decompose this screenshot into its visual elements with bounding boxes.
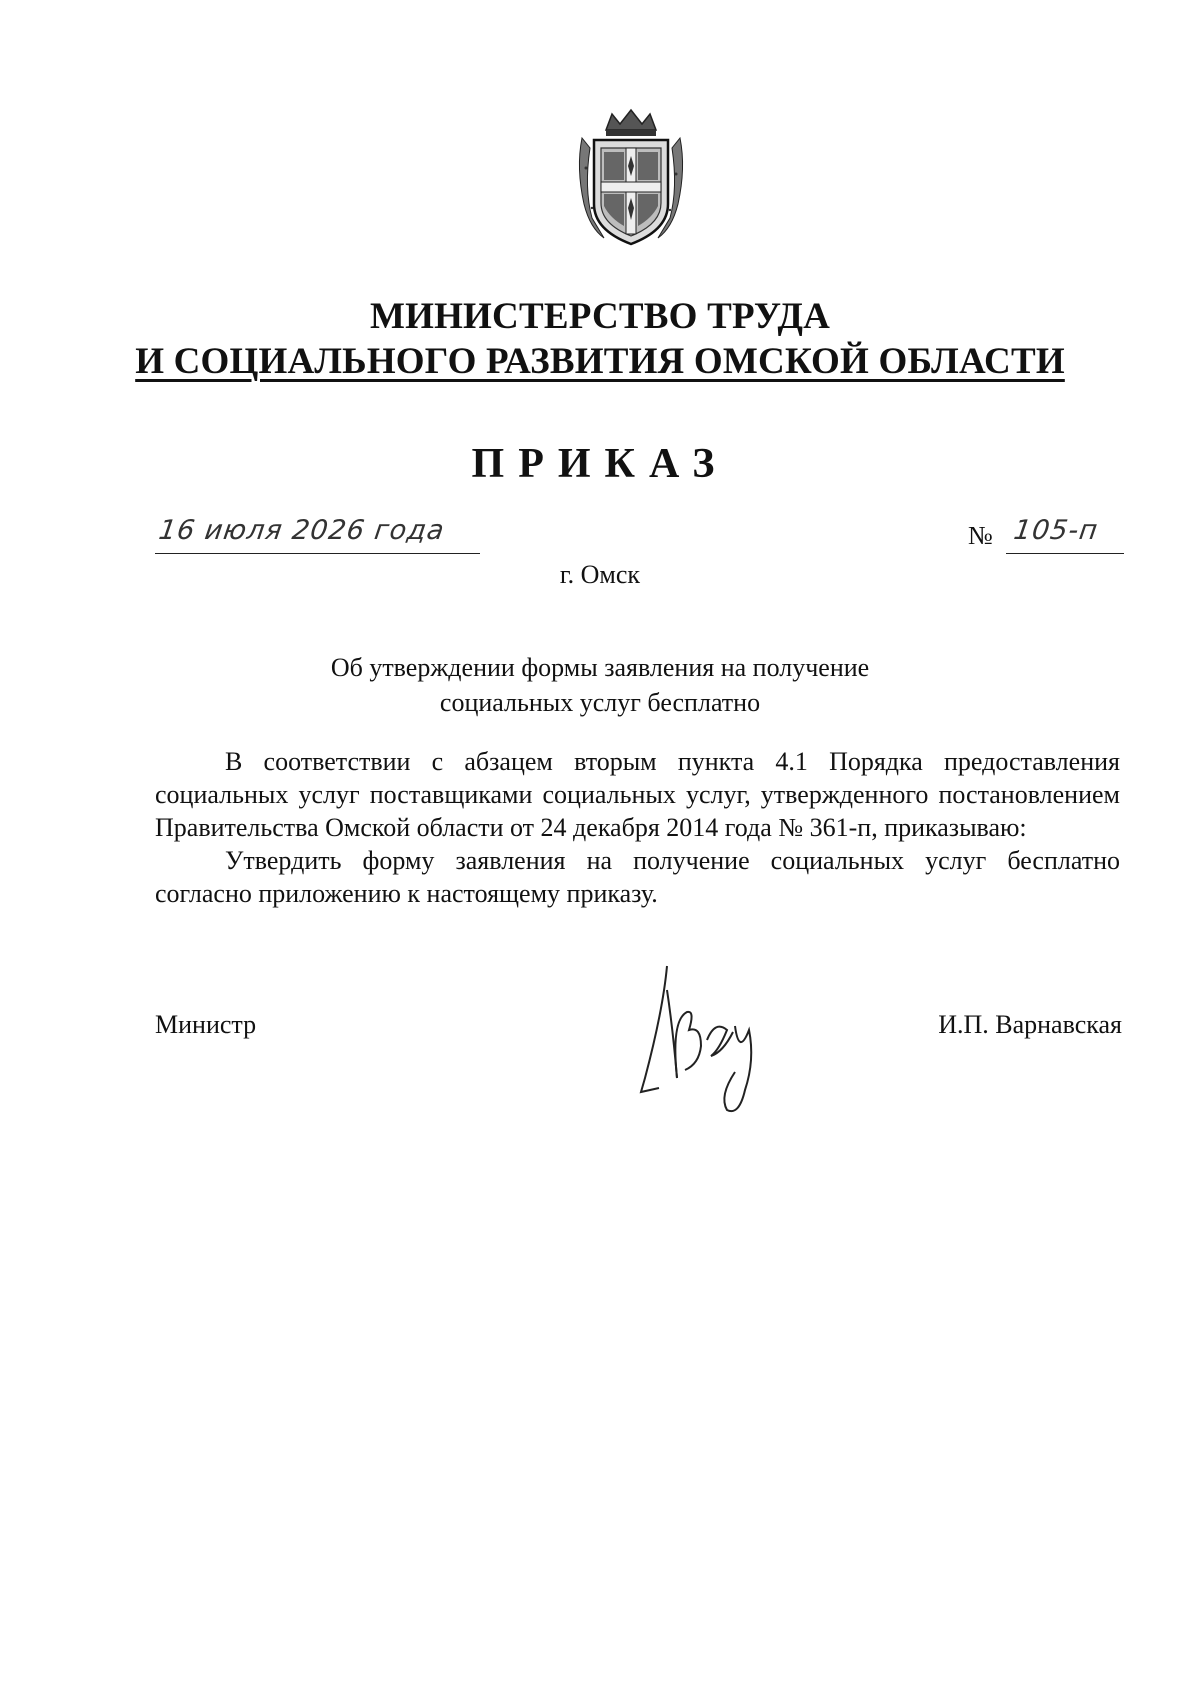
city-label: г. Омск xyxy=(559,560,641,589)
order-number-block xyxy=(968,513,1128,553)
handwritten-signature xyxy=(615,960,795,1120)
ministry-name-line2 xyxy=(0,340,1200,383)
order-subject xyxy=(0,650,1200,720)
subject-line2: социальных услуг бесплатно xyxy=(439,688,761,717)
ministry-name-line1: МИНИСТЕРСТВО ТРУДА xyxy=(369,296,831,337)
order-number-field xyxy=(1006,513,1124,554)
signatory-title: Министр xyxy=(155,1010,257,1039)
order-number: 105-п xyxy=(1011,515,1101,546)
subject-line1: Об утверждении формы заявления на получение xyxy=(330,653,870,682)
ministry-name-line2-text: И СОЦИАЛЬНОГО РАЗВИТИЯ ОМСКОЙ ОБЛАСТИ xyxy=(135,341,1065,382)
coat-of-arms-icon xyxy=(572,108,690,248)
order-date: 16 июля 2026 года xyxy=(156,515,447,546)
body-paragraph-2: Утвердить форму заявления на получение социальных услуг бесплатно согласно приложению к настоящему приказу. xyxy=(155,846,1120,908)
number-sign: № xyxy=(968,521,993,550)
body-paragraph-1: В соответствии с абзацем вторым пункта 4.1 Порядка предоставления социальных услуг поставщиками социальных услуг, утвержденного постановлением Правительства Омской области от 24 декабря 2014 года № 361-п, приказываю: xyxy=(155,747,1120,842)
order-date-field xyxy=(155,513,480,554)
order-body xyxy=(155,745,1120,910)
signatory-name: И.П. Варнавская xyxy=(938,1010,1122,1039)
document-type-title: ПРИКАЗ xyxy=(471,441,729,487)
